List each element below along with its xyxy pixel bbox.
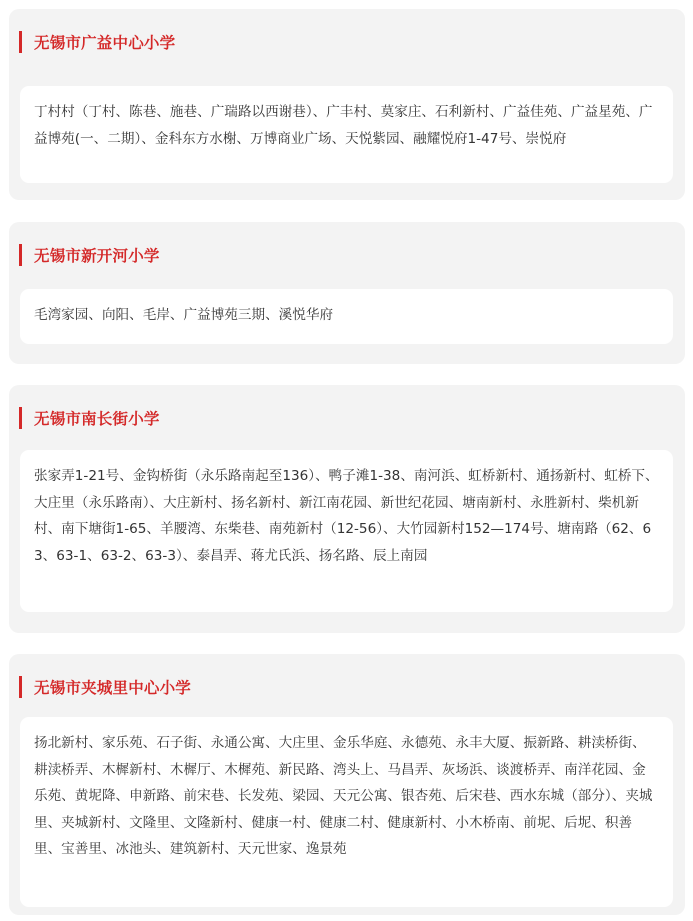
district-card <box>20 717 673 907</box>
section-header <box>19 407 160 429</box>
school-name: 无锡市广益中心小学 <box>34 34 176 52</box>
section-header <box>19 676 191 698</box>
section-header <box>19 31 175 53</box>
accent-bar <box>19 407 22 429</box>
district-card <box>20 86 673 183</box>
accent-bar <box>19 244 22 266</box>
school-name: 无锡市新开河小学 <box>34 247 160 265</box>
district-card <box>20 450 673 612</box>
district-list: 扬北新村、家乐苑、石子街、永通公寓、大庄里、金乐华庭、永德苑、永丰大厦、振新路、耕渎桥街、耕渎桥弄、木樨新村、木樨厅、木樨苑、新民路、湾头上、马昌弄、灰场浜、谈渡桥弄、南洋花园、金乐苑、黄坭降、申新路、前宋巷、长发苑、梁园、天元公寓、银杏苑、后宋巷、西水东城（部分）、夹城里、夹城新村、文隆里、文隆新村、健康一村、健康二村、健康新村、小木桥南、前坭、后坭、积善里、宝善里、冰池头、建筑新村、天元世家、逸景苑 <box>34 735 653 857</box>
school-section-2 <box>9 222 685 364</box>
section-header <box>19 244 160 266</box>
district-list: 丁村村（丁村、陈巷、施巷、广瑞路以西谢巷）、广丰村、莫家庄、石利新村、广益佳苑、广益星苑、广益博苑(一、二期）、金科东方水榭、万博商业广场、天悦紫园、融耀悦府1-47号、崇悦府 <box>34 104 653 147</box>
school-section-4 <box>9 654 685 915</box>
school-section-3 <box>9 385 685 633</box>
accent-bar <box>19 31 22 53</box>
district-list: 张家弄1-21号、金钩桥街（永乐路南起至136）、鸭子滩1-38、南河浜、虹桥新村、通扬新村、虹桥下、大庄里（永乐路南）、大庄新村、扬名新村、新江南花园、新世纪花园、塘南新村、永胜新村、柴机新村、南下塘街1-65、羊腰湾、东柴巷、南苑新村（12-56）、大竹园新村152—174号、塘南路（62、63、63-1、63-2、63-3）、泰昌弄、蒋尤氏浜、扬名路、辰上南园 <box>34 468 659 564</box>
accent-bar <box>19 676 22 698</box>
district-card <box>20 289 673 344</box>
district-list: 毛湾家园、向阳、毛岸、广益博苑三期、溪悦华府 <box>34 307 334 323</box>
school-name: 无锡市南长街小学 <box>34 410 160 428</box>
school-name: 无锡市夹城里中心小学 <box>34 679 192 697</box>
school-section-1 <box>9 9 685 200</box>
